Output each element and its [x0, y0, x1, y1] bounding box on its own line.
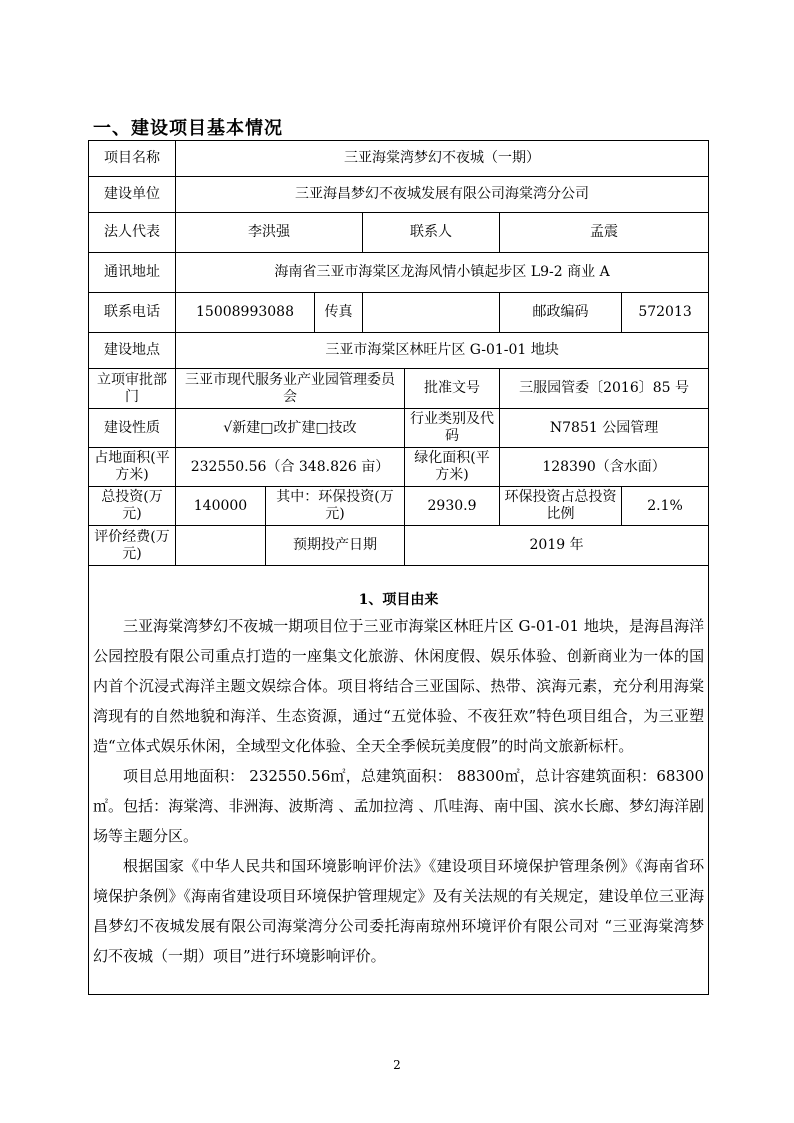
- row-area: [89, 448, 709, 487]
- value-location: 三亚市海棠区林旺片区 G-01-01 地块: [176, 333, 709, 369]
- project-info-table: [88, 140, 709, 995]
- value-project-name: 三亚海棠湾梦幻不夜城（一期）: [176, 141, 709, 177]
- row-approval: [89, 369, 709, 409]
- label-nature: 建设性质: [89, 409, 176, 448]
- value-approval-no: 三服园管委〔2016〕85 号: [500, 369, 709, 409]
- value-nature: √新建□改扩建□技改: [176, 409, 405, 448]
- label-approval-dept: 立项审批部门: [89, 369, 176, 409]
- label-legal-rep: 法人代表: [89, 213, 176, 253]
- value-total-invest: 140000: [176, 487, 266, 526]
- value-phone: 15008993088: [176, 293, 315, 333]
- row-legal-rep: [89, 213, 709, 253]
- label-builder: 建设单位: [89, 177, 176, 213]
- label-approval-no: 批准文号: [405, 369, 500, 409]
- label-fee: 评价经费(万元): [89, 526, 176, 566]
- label-industry: 行业类别及代码: [405, 409, 500, 448]
- paragraph-2: 项目总用地面积： 232550.56㎡，总建筑面积： 88300㎡，总计容建筑面积：68300㎡。包括：海棠湾、非洲海、波斯湾 、孟加拉湾 、爪哇海、南中国、滨水长廊、梦幻海洋剧场等主题分区。: [93, 767, 705, 845]
- row-fee: [89, 526, 709, 566]
- label-total-invest: 总投资(万元): [89, 487, 176, 526]
- row-nature: [89, 409, 709, 448]
- label-contact: 联系人: [363, 213, 500, 253]
- background-cell: [89, 566, 709, 995]
- label-date: 预期投产日期: [266, 526, 405, 566]
- section-title: 1、项目由来: [358, 592, 439, 608]
- row-background: [89, 566, 709, 995]
- label-address: 通讯地址: [89, 253, 176, 293]
- label-env-ratio: 环保投资占总投资比例: [500, 487, 622, 526]
- value-address: 海南省三亚市海棠区龙海风情小镇起步区 L9-2 商业 A: [176, 253, 709, 293]
- value-green-area: 128390（含水面）: [500, 448, 709, 487]
- label-postcode: 邮政编码: [500, 293, 622, 333]
- row-location: [89, 333, 709, 369]
- value-fee: [176, 526, 266, 566]
- row-project-name: [89, 141, 709, 177]
- value-area: 232550.56（合 348.826 亩）: [176, 448, 405, 487]
- value-approval-dept: 三亚市现代服务业产业园管理委员会: [176, 369, 405, 409]
- paragraph-3: 根据国家《中华人民共和国环境影响评价法》《建设项目环境保护管理条例》《海南省环境保护条例》《海南省建设项目环境保护管理规定》及有关法规的有关规定，建设单位三亚海昌梦幻不夜城发展有限公司海棠湾分公司委托海南琼州环境评价有限公司对 “三亚海棠湾梦幻不夜城（一期）项目”进行环境影响评价。: [93, 857, 705, 965]
- label-env-invest: 其中：环保投资(万元): [266, 487, 405, 526]
- value-env-invest: 2930.9: [405, 487, 500, 526]
- row-builder: [89, 177, 709, 213]
- page-number: 2: [393, 1058, 401, 1072]
- row-address: [89, 253, 709, 293]
- value-contact: 孟震: [500, 213, 709, 253]
- value-builder: 三亚海昌梦幻不夜城发展有限公司海棠湾分公司: [176, 177, 709, 213]
- label-fax: 传真: [315, 293, 363, 333]
- row-phone: [89, 293, 709, 333]
- label-phone: 联系电话: [89, 293, 176, 333]
- label-location: 建设地点: [89, 333, 176, 369]
- label-green-area: 绿化面积(平方米): [405, 448, 500, 487]
- row-investment: [89, 487, 709, 526]
- value-postcode: 572013: [622, 293, 709, 333]
- paragraph-1: 三亚海棠湾梦幻不夜城一期项目位于三亚市海棠区林旺片区 G-01-01 地块，是海昌海洋公园控股有限公司重点打造的一座集文化旅游、休闲度假、娱乐体验、创新商业为一体的国内首个沉浸式海洋主题文娱综合体。项目将结合三亚国际、热带、滨海元素，充分利用海棠湾现有的自然地貌和海洋、生态资源，通过“五觉体验、不夜狂欢”特色项目组合，为三亚塑造“立体式娱乐休闲，全域型文化体验、全天全季候玩美度假”的时尚文旅新标杆。: [93, 617, 705, 755]
- value-fax: [363, 293, 500, 333]
- section-heading: 一、建设项目基本情况: [93, 118, 283, 139]
- value-industry: N7851 公园管理: [500, 409, 709, 448]
- label-area: 占地面积(平方米): [89, 448, 176, 487]
- label-project-name: 项目名称: [89, 141, 176, 177]
- value-env-ratio: 2.1%: [622, 487, 709, 526]
- value-date: 2019 年: [405, 526, 709, 566]
- value-legal-rep: 李洪强: [176, 213, 363, 253]
